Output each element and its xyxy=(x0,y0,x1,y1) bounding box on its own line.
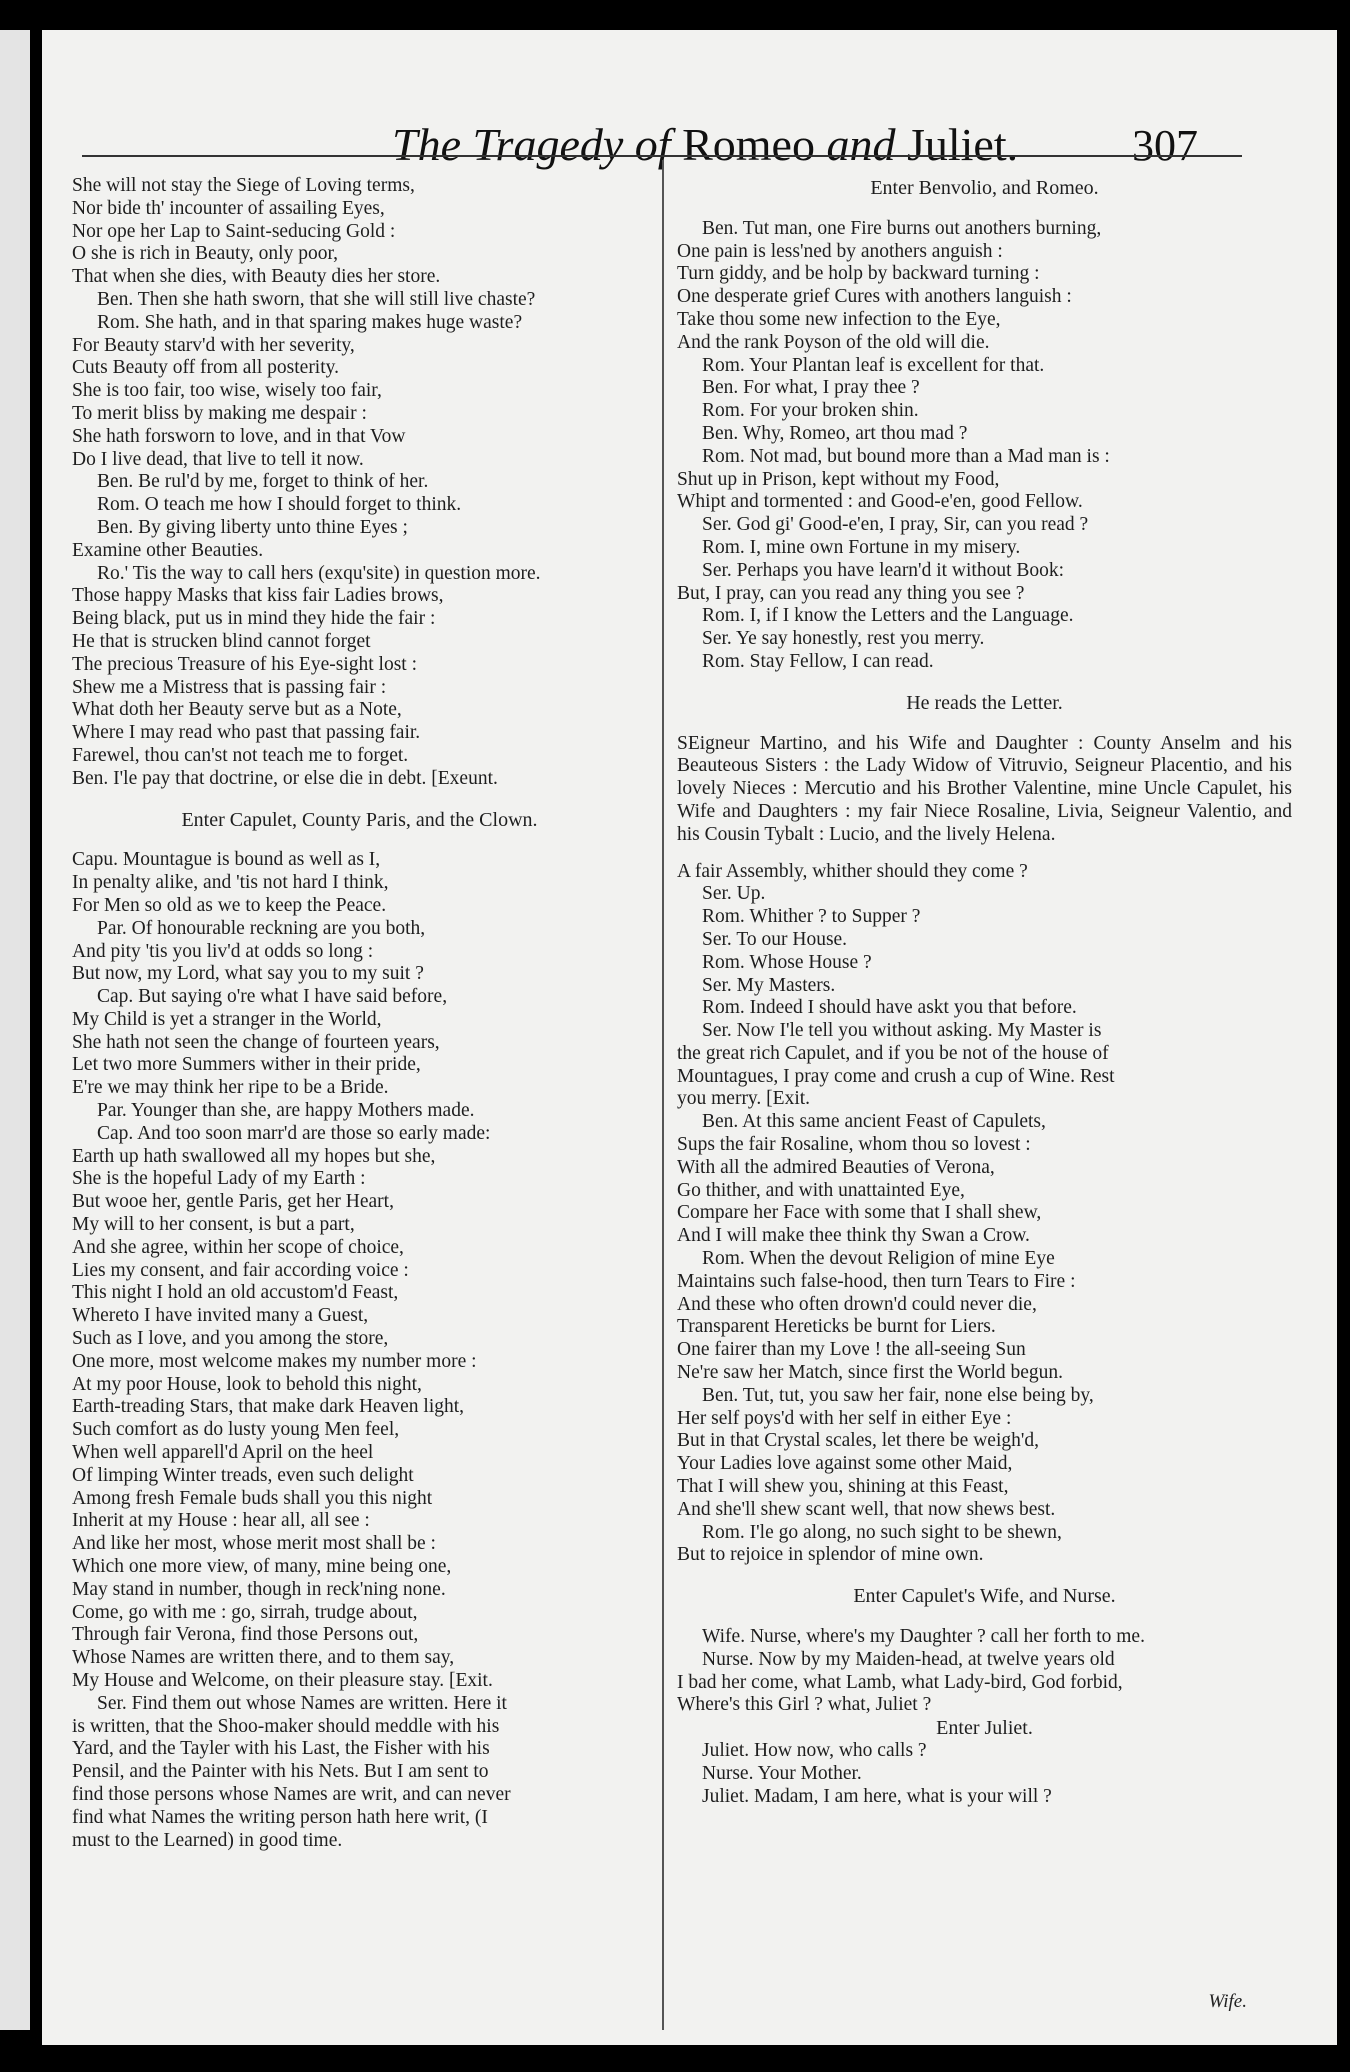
text-line: Juliet. Madam, I am here, what is your will ? xyxy=(702,1785,1052,1807)
text-line: Examine other Beauties. xyxy=(72,539,264,561)
text-line: But, I pray, can you read any thing you see ? xyxy=(677,582,1025,604)
text-line: Whereto I have invited many a Guest, xyxy=(72,1305,369,1327)
text-line: Wife. Nurse, where's my Daughter ? call her forth to me. xyxy=(702,1626,1145,1648)
text-line: Rom. For your broken shin. xyxy=(702,400,919,422)
text-line: Yard, and the Tayler with his Last, the Fisher with his xyxy=(72,1738,490,1760)
text-line: Let two more Summers wither in their pride, xyxy=(72,1054,421,1076)
text-line: Ben. By giving liberty unto thine Eyes ; xyxy=(97,516,408,538)
text-line: Sups the fair Rosaline, whom thou so lovest : xyxy=(677,1134,1031,1156)
text-line: Compare her Face with some that I shall shew, xyxy=(677,1202,1042,1224)
text-line: Rom. She hath, and in that sparing makes huge waste? xyxy=(97,311,523,333)
text-line: Ser. To our House. xyxy=(702,928,848,950)
text-line: She is too fair, too wise, wisely too fair, xyxy=(72,380,382,402)
text-line: For Beauty starv'd with her severity, xyxy=(72,334,355,356)
text-line: E're we may think her ripe to be a Bride. xyxy=(72,1077,389,1099)
text-line: What doth her Beauty serve but as a Note, xyxy=(72,699,402,721)
text-line: Those happy Masks that kiss fair Ladies brows, xyxy=(72,585,444,607)
text-line: Cuts Beauty off from all posterity. xyxy=(72,357,340,379)
text-line: And she'll shew scant well, that now shews best. xyxy=(677,1498,1056,1520)
text-line: For Men so old as we to keep the Peace. xyxy=(72,894,387,916)
text-line: And pity 'tis you liv'd at odds so long : xyxy=(72,940,374,962)
text-line: Ben. At this same ancient Feast of Capulets, xyxy=(702,1111,1046,1133)
book-page xyxy=(42,30,1337,2045)
text-line: The precious Treasure of his Eye-sight lost : xyxy=(72,653,417,675)
text-line: And she agree, within her scope of choice, xyxy=(72,1236,404,1258)
text-line: Such comfort as do lusty young Men feel, xyxy=(72,1419,400,1441)
text-line: Ben. Then she hath sworn, that she will still live chaste? xyxy=(97,288,536,310)
text-line: Mountagues, I pray come and crush a cup of Wine. Rest xyxy=(677,1065,1115,1087)
text-line: Ne're saw her Match, since first the World begun. xyxy=(677,1362,1064,1384)
stage-direction-heading: Enter Juliet. xyxy=(936,1717,1033,1740)
text-line: In penalty alike, and 'tis not hard I think, xyxy=(72,872,389,894)
text-line: the great rich Capulet, and if you be not of the house of xyxy=(677,1042,1109,1064)
text-line: Your Ladies love against some other Maid, xyxy=(677,1453,1013,1475)
text-line: But to rejoice in splendor of mine own. xyxy=(677,1544,984,1566)
header-rule xyxy=(82,155,1242,157)
text-line: is written, that the Shoo-maker should meddle with his xyxy=(72,1715,500,1737)
text-line: Pensil, and the Painter with his Nets. But I am sent to xyxy=(72,1761,489,1783)
text-line: Nurse. Now by my Maiden-head, at twelve years old xyxy=(702,1648,1115,1670)
text-line: Farewel, thou can'st not teach me to forget. xyxy=(72,744,409,766)
page-title: The Tragedy of Romeo and Juliet. xyxy=(392,119,1019,170)
text-line: Ben. I'le pay that doctrine, or else die in debt. [Exeunt. xyxy=(72,767,498,789)
text-line: My House and Welcome, on their pleasure stay. [Exit. xyxy=(72,1670,493,1691)
text-line: Take thou some new infection to the Eye, xyxy=(677,308,1001,330)
stage-direction-heading: Enter Benvolio, and Romeo. xyxy=(870,177,1099,199)
stage-direction-heading: Enter Capulet, County Paris, and the Clown. xyxy=(181,808,538,831)
text-line: Ser. Now I'le tell you without asking. My Master is xyxy=(702,1020,1102,1042)
text-line: Rom. Indeed I should have askt you that before. xyxy=(702,997,1077,1019)
right-column xyxy=(677,175,1292,1808)
text-line: One desperate grief Cures with anothers languish : xyxy=(677,286,1072,308)
text-line: My will to her consent, is but a part, xyxy=(72,1214,355,1236)
text-line: Par. Of honourable reckning are you both, xyxy=(97,917,426,939)
text-line: That I will shew you, shining at this Feast, xyxy=(677,1476,1009,1498)
text-line: One more, most welcome makes my number more : xyxy=(72,1350,477,1372)
stage-direction-heading: Enter Capulet's Wife, and Nurse. xyxy=(853,1585,1116,1608)
text-line: Nurse. Your Mother. xyxy=(702,1762,862,1784)
text-line: She is the hopeful Lady of my Earth : xyxy=(72,1168,366,1190)
text-line: Cap. And too soon marr'd are those so early made: xyxy=(97,1122,491,1144)
text-line: Ser. Up. xyxy=(702,883,766,905)
text-line: One pain is less'ned by anothers anguish : xyxy=(677,240,1003,262)
adjacent-page-edge xyxy=(0,30,30,2030)
text-line: Ser. Perhaps you have learn'd it without Book: xyxy=(702,559,1065,581)
text-line: Ser. Find them out whose Names are written. Here it xyxy=(97,1692,507,1714)
text-line: Par. Younger than she, are happy Mothers made. xyxy=(97,1100,475,1122)
text-line: Rom. I'le go along, no such sight to be shewn, xyxy=(702,1521,1062,1543)
text-line: O she is rich in Beauty, only poor, xyxy=(72,243,339,265)
text-line: Of limping Winter treads, even such delight xyxy=(72,1464,414,1486)
text-line: Come, go with me : go, sirrah, trudge about, xyxy=(72,1601,418,1623)
text-line: Ben. Tut man, one Fire burns out anothers burning, xyxy=(702,217,1102,239)
text-line: Whose Names are written there, and to them say, xyxy=(72,1647,455,1669)
text-line: Ser. My Masters. xyxy=(702,974,836,996)
text-line: Shew me a Mistress that is passing fair : xyxy=(72,676,387,698)
text-line: And like her most, whose merit most shall be : xyxy=(72,1533,436,1555)
text-line: find what Names the writing person hath here writ, (I xyxy=(72,1806,488,1828)
text-line: Do I live dead, that live to tell it now. xyxy=(72,448,364,470)
text-line: Rom. Whither ? to Supper ? xyxy=(702,906,921,928)
text-line: And I will make thee think thy Swan a Crow. xyxy=(677,1225,1030,1247)
text-line: When well apparell'd April on the heel xyxy=(72,1442,374,1464)
text-line: you merry. [Exit. xyxy=(677,1088,811,1110)
text-line: To merit bliss by making me despair : xyxy=(72,402,367,424)
text-line: Turn giddy, and be holp by backward turning : xyxy=(677,263,1040,285)
text-line: Shut up in Prison, kept without my Food, xyxy=(677,468,1000,490)
text-line: But now, my Lord, what say you to my suit ? xyxy=(72,963,424,985)
text-line: She hath forsworn to love, and in that Vow xyxy=(72,425,406,447)
text-line: She hath not seen the change of fourteen years, xyxy=(72,1031,440,1053)
text-line: Cap. But saying o're what I have said before, xyxy=(97,986,448,1008)
text-line: Earth-treading Stars, that make dark Heaven light, xyxy=(72,1396,465,1418)
text-line: But wooe her, gentle Paris, get her Heart, xyxy=(72,1191,394,1213)
text-line: Ben. Be rul'd by me, forget to think of her. xyxy=(97,471,429,493)
text-line: That when she dies, with Beauty dies her store. xyxy=(72,266,441,288)
text-line: Her self poys'd with her self in either Eye : xyxy=(677,1407,1012,1429)
right-column-text-4 xyxy=(677,1740,1292,1808)
text-line: Ben. Why, Romeo, art thou mad ? xyxy=(702,422,968,444)
text-line: This night I hold an old accustom'd Feast, xyxy=(72,1282,399,1304)
text-line: Rom. Not mad, but bound more than a Mad man is : xyxy=(702,445,1110,467)
text-line: Which one more view, of many, mine being one, xyxy=(72,1556,452,1578)
text-line: Ben. For what, I pray thee ? xyxy=(702,377,920,399)
text-line: Maintains such false-hood, then turn Tears to Fire : xyxy=(677,1270,1076,1292)
text-line: Being black, put us in mind they hide the fair : xyxy=(72,608,436,630)
text-line: Ser. Ye say honestly, rest you merry. xyxy=(702,628,985,650)
text-line: I bad her come, what Lamb, what Lady-bird, God forbid, xyxy=(677,1671,1123,1693)
text-line: Juliet. How now, who calls ? xyxy=(702,1740,927,1761)
text-line: must to the Learned) in good time. xyxy=(72,1829,343,1851)
text-line: Rom. When the devout Religion of mine Eye xyxy=(702,1248,1055,1270)
catchword: Wife. xyxy=(1208,1991,1247,2012)
letter-text: SEigneur Martino, and his Wife and Daughter : County Anselm and his Beauteous Sisters : the Lady Widow of Vitruvio, Seigneur Placentio, and his lovely Nieces : Mercutio and his Brother Valentine, mine Uncle Capulet, his Wife and Daughters : my fair Niece Rosaline, Livia, Seigneur Valentio, and his Cousin Tybalt : Lucio, and the lively Helena. xyxy=(677,732,1292,845)
text-line: Transparent Hereticks be burnt for Liers. xyxy=(677,1316,996,1338)
text-line: Ro.' Tis the way to call hers (exqu'site) in question more. xyxy=(97,562,541,584)
text-line: Whipt and tormented : and Good-e'en, good Fellow. xyxy=(677,491,1083,513)
left-column-text-2 xyxy=(72,849,647,1852)
text-line: Nor ope her Lap to Saint-seducing Gold : xyxy=(72,220,396,242)
text-line: Where's this Girl ? what, Juliet ? xyxy=(677,1694,932,1716)
text-line: One fairer than my Love ! the all-seeing Sun xyxy=(677,1339,1026,1361)
text-line: He that is strucken blind cannot forget xyxy=(72,630,371,652)
right-column-text xyxy=(677,218,1292,674)
text-line: Rom. Stay Fellow, I can read. xyxy=(702,650,934,672)
text-line: A fair Assembly, whither should they come ? xyxy=(677,860,1028,882)
text-line: And the rank Poyson of the old will die. xyxy=(677,331,990,353)
left-column-text xyxy=(72,175,647,791)
text-line: Lies my consent, and fair according voice : xyxy=(72,1259,409,1281)
text-line: find those persons whose Names are writ, and can never xyxy=(72,1783,511,1805)
text-line: My Child is yet a stranger in the World, xyxy=(72,1008,382,1030)
text-line: She will not stay the Siege of Loving terms, xyxy=(72,175,415,196)
right-column-text-3 xyxy=(677,1626,1292,1717)
text-line: Through fair Verona, find those Persons out, xyxy=(72,1624,419,1646)
text-line: Among fresh Female buds shall you this night xyxy=(72,1487,433,1509)
text-line: Such as I love, and you among the store, xyxy=(72,1328,389,1350)
page-number: 307 xyxy=(1132,121,1198,170)
text-line: Nor bide th' incounter of assailing Eyes, xyxy=(72,197,385,219)
letter-heading: He reads the Letter. xyxy=(906,691,1063,714)
text-line: But in that Crystal scales, let there be weigh'd, xyxy=(677,1430,1040,1452)
text-line: And these who often drown'd could never die, xyxy=(677,1293,1037,1315)
text-line: Capu. Mountague is bound as well as I, xyxy=(72,849,381,871)
text-line: Inherit at my House : hear all, all see : xyxy=(72,1510,370,1532)
text-line: Rom. I, mine own Fortune in my misery. xyxy=(702,536,1021,558)
column-divider xyxy=(662,160,664,2030)
text-line: Earth up hath swallowed all my hopes but she, xyxy=(72,1145,436,1167)
text-line: Ben. Tut, tut, you saw her fair, none else being by, xyxy=(702,1384,1094,1406)
text-line: May stand in number, though in reck'ning none. xyxy=(72,1578,446,1600)
text-line: Rom. Your Plantan leaf is excellent for that. xyxy=(702,354,1045,376)
text-line: Rom. I, if I know the Letters and the Language. xyxy=(702,605,1074,627)
text-line: Rom. Whose House ? xyxy=(702,951,872,973)
text-line: Rom. O teach me how I should forget to think. xyxy=(97,494,462,516)
text-line: Go thither, and with unattainted Eye, xyxy=(677,1179,965,1201)
text-line: Where I may read who past that passing fair. xyxy=(72,722,421,744)
text-line: With all the admired Beauties of Verona, xyxy=(677,1156,995,1178)
text-line: At my poor House, look to behold this night, xyxy=(72,1373,422,1395)
right-column-text-2 xyxy=(677,861,1292,1568)
left-column xyxy=(72,175,647,1852)
text-line: Ser. God gi' Good-e'en, I pray, Sir, can you read ? xyxy=(702,514,1089,536)
